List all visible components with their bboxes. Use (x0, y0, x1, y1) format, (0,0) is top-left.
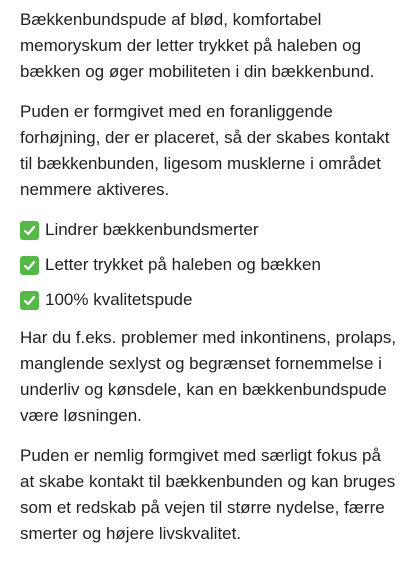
benefit-label: Lindrer bækkenbundsmerter (45, 220, 259, 239)
benefit-item (20, 287, 397, 313)
intro-paragraph-1: Bækkenbundspude af blød, komfortabel memoryskum der letter trykket på haleben og bækken og øger mobiliteten i din bækkenbund. (20, 10, 375, 81)
check-mark-icon (20, 256, 39, 275)
outro-paragraph-1: Har du f.eks. problemer med inkontinens, prolaps, manglende sexlyst og begrænset fornemmelse i underliv og kønsdele, kan en bækkenbundspude være løsningen. (20, 328, 397, 425)
benefit-label: 100% kvalitetspude (45, 290, 193, 309)
intro-paragraph-2: Puden er formgivet med en foranliggende forhøjning, der er placeret, så der skabes kontakt til bækkenbunden, ligesom musklerne i området nemmere aktiveres. (20, 102, 390, 199)
outro-paragraph-2: Puden er nemlig formgivet med særligt fokus på at skabe kontakt til bækkenbunden og kan bruges som et redskab på vejen til større nydelse, færre smerter og højere livskvalitet. (20, 446, 396, 543)
benefit-item (20, 252, 397, 278)
benefit-label: Letter trykket på haleben og bækken (45, 255, 321, 274)
check-mark-icon (20, 291, 39, 310)
check-mark-icon (20, 221, 39, 240)
benefit-item (20, 217, 397, 243)
benefit-list (20, 217, 397, 313)
